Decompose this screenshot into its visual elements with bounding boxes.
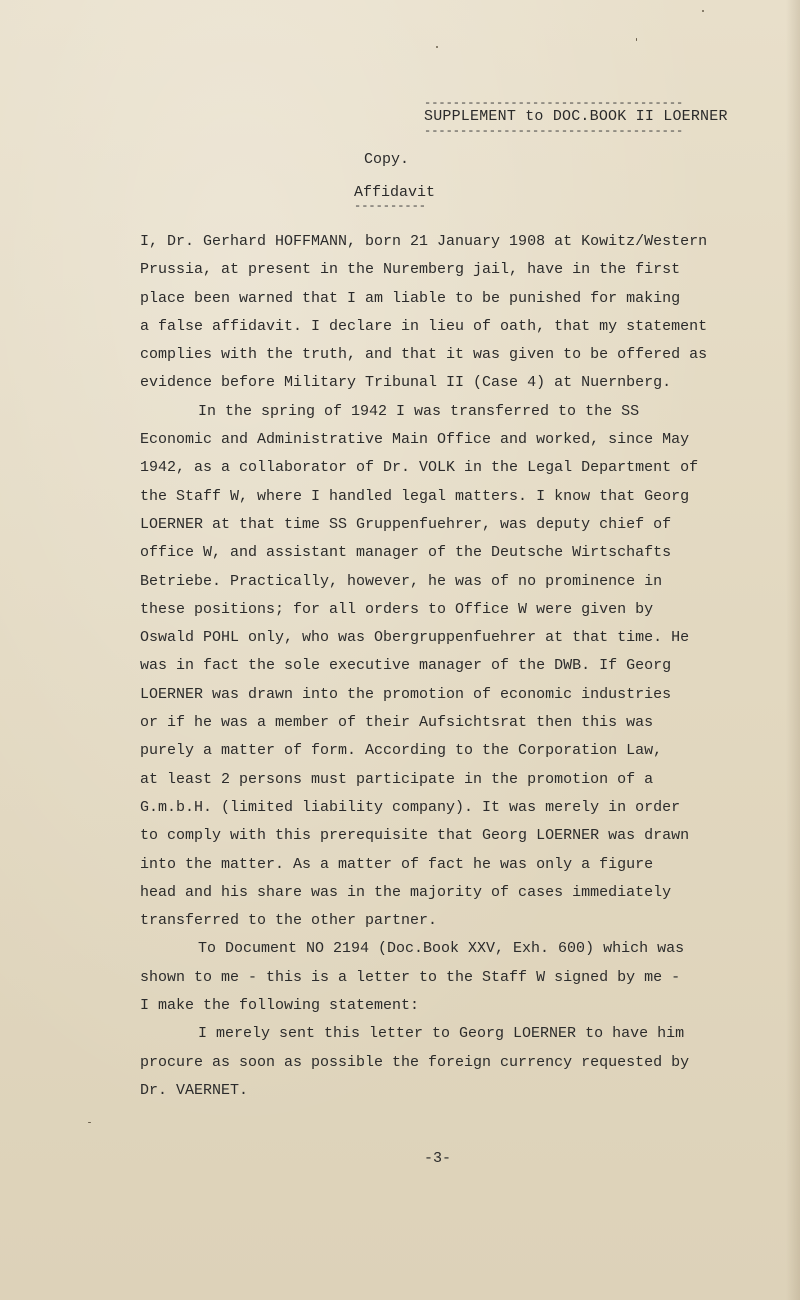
paper-speck — [88, 1122, 91, 1123]
body-line: Economic and Administrative Main Office and worked, since May — [140, 431, 690, 449]
body-line: In the spring of 1942 I was transferred to the SS — [198, 402, 640, 420]
copy-label: Copy. — [364, 151, 410, 168]
body-line: Oswald POHL only, who was Obergruppenfuehrer at that time. He — [140, 629, 690, 647]
body-line: place been warned that I am liable to be punished for making — [140, 289, 681, 307]
body-line: 1942, as a collaborator of Dr. VOLK in the Legal Department of — [140, 459, 699, 477]
paper-speck — [436, 46, 438, 48]
body-line: LOERNER at that time SS Gruppenfuehrer, was deputy chief of — [140, 515, 672, 533]
body-line: purely a matter of form. According to the Corporation Law, — [140, 742, 663, 760]
body-line: into the matter. As a matter of fact he was only a figure — [140, 855, 654, 873]
affidavit-body — [140, 228, 780, 1105]
body-line: I make the following statement: — [140, 997, 420, 1015]
body-line: head and his share was in the majority of cases immediately — [140, 883, 672, 901]
body-line: I, Dr. Gerhard HOFFMANN, born 21 January 1908 at Kowitz/Western — [140, 233, 708, 250]
paper-edge-shadow — [786, 0, 800, 1300]
body-line: these positions; for all orders to Office W were given by — [140, 600, 654, 618]
body-line: Dr. VAERNET. — [140, 1081, 249, 1099]
body-line: or if he was a member of their Aufsichtsrat then this was — [140, 714, 654, 732]
page-number: -3- — [424, 1150, 452, 1167]
body-line: I merely sent this letter to Georg LOERNER to have him — [198, 1025, 685, 1043]
body-line: Betriebe. Practically, however, he was of no prominence in — [140, 572, 663, 590]
body-line: complies with the truth, and that it was given to be offered as — [140, 346, 708, 364]
body-line: was in fact the sole executive manager of the DWB. If Georg — [140, 657, 672, 675]
body-line: Prussia, at present in the Nuremberg jail, have in the first — [140, 261, 681, 279]
body-line: office W, and assistant manager of the Deutsche Wirtschafts — [140, 544, 672, 562]
header-dashes-bottom: ------------------------------------ — [424, 126, 684, 136]
body-line: evidence before Military Tribunal II (Case 4) at Nuernberg. — [140, 374, 672, 392]
body-line: procure as soon as possible the foreign currency requested by — [140, 1053, 690, 1071]
header-dashes-top: ------------------------------------ — [424, 98, 684, 108]
body-line: G.m.b.H. (limited liability company). It was merely in order — [140, 798, 681, 816]
supplement-header — [424, 98, 764, 136]
affidavit-underline: ---------- — [354, 199, 427, 213]
paper-speck — [636, 38, 637, 41]
body-line: a false affidavit. I declare in lieu of oath, that my statement — [140, 317, 708, 335]
body-line: the Staff W, where I handled legal matters. I know that Georg — [140, 487, 690, 505]
header-title: SUPPLEMENT to DOC.BOOK II LOERNER — [424, 108, 728, 125]
body-line: To Document NO 2194 (Doc.Book XXV, Exh. 600) which was — [198, 940, 685, 958]
paper-speck — [702, 10, 704, 12]
body-line: to comply with this prerequisite that Georg LOERNER was drawn — [140, 827, 690, 845]
affidavit-title: Affidavit — [354, 184, 436, 201]
body-line: transferred to the other partner. — [140, 912, 438, 930]
body-line: at least 2 persons must participate in the promotion of a — [140, 770, 654, 788]
body-line: shown to me - this is a letter to the Staff W signed by me - — [140, 968, 681, 986]
body-line: LOERNER was drawn into the promotion of economic industries — [140, 685, 672, 703]
